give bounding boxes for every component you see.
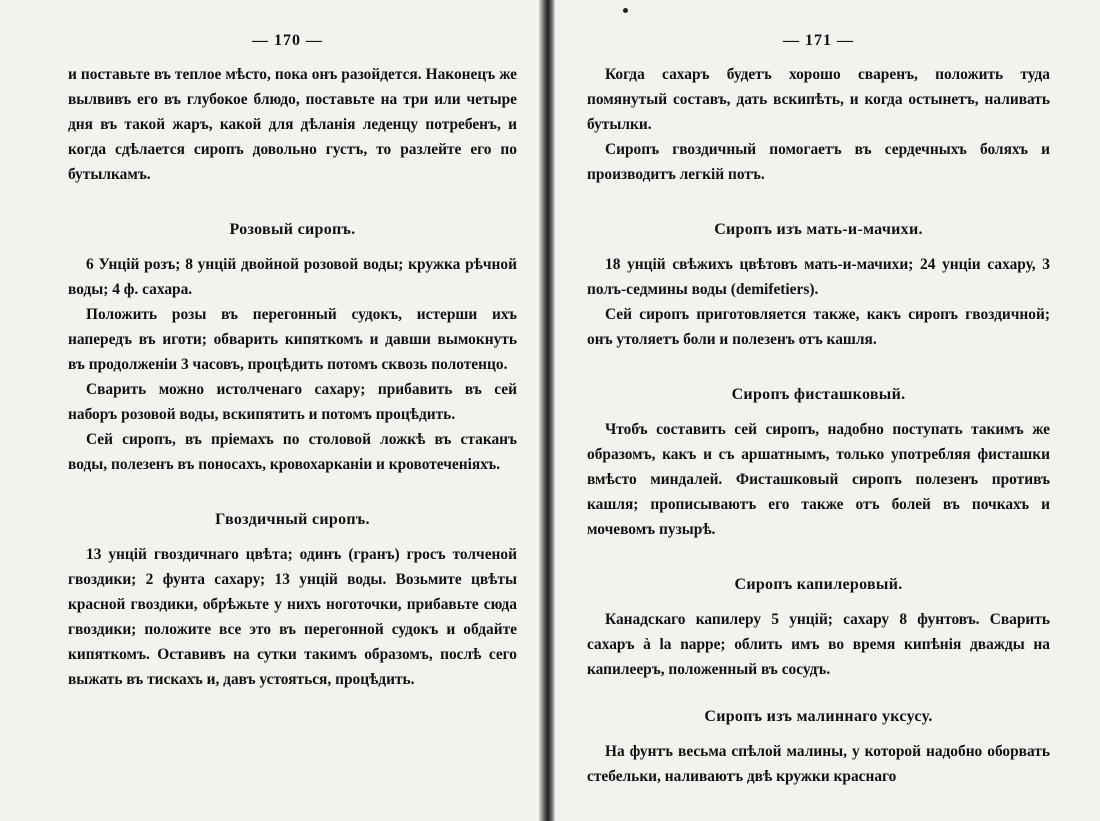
rose-syrup-step-2: Сварить можно истолченаго сахару; прибавить въ сей наборъ розовой воды, вскипятить и потомъ процѣдить.	[68, 381, 517, 423]
rose-syrup-step-1: Положить розы въ перегонный судокъ, истерши ихъ напередъ въ иготи; обварить кипяткомъ и давши вымокнуть въ продолженіи 3 часовъ, процѣдить потомъ сквозь полотенцо.	[68, 306, 517, 373]
heading-raspberry-vinegar-syrup: Сиропъ изъ малиннаго уксусу.	[704, 708, 933, 725]
capillaire-syrup-recipe: Канадскаго капилеру 5 унцій; сахару 8 фунтовъ. Сварить сахаръ à la nappe; облить имъ во время кипѣнія дважды на капилееръ, положенный въ сосудъ.	[587, 611, 1050, 678]
raspberry-vinegar-syrup-recipe: На фунтъ весьма спѣлой малины, у которой надобно оборвать стебельки, наливаютъ двѣ кружки краснаго	[587, 743, 1050, 785]
heading-capillaire-syrup: Сиропъ капилеровый.	[734, 576, 903, 593]
book-gutter	[539, 0, 555, 821]
page-number-left: — 170 —	[252, 32, 323, 49]
ink-speck	[623, 8, 628, 13]
left-page	[0, 0, 539, 821]
pistachio-syrup-recipe: Чтобъ составить сей сиропъ, надобно поступать такимъ же образомъ, какъ и съ аршатнымъ, только употребляя фисташки вмѣсто миндалей. Фисташковый сиропъ полезенъ противъ кашля; прописываютъ его также отъ болей въ почкахъ и мочевомъ пузырѣ.	[587, 421, 1050, 538]
heading-clove-syrup: Гвоздичный сиропъ.	[215, 511, 370, 528]
right-page	[555, 0, 1100, 821]
opening-paragraph-right-1: Когда сахаръ будетъ хорошо сваренъ, положить туда помянутый составъ, дать вскипѣть, и когда остынетъ, наливать бутылки.	[587, 66, 1050, 133]
clove-syrup-recipe: 13 унцій гвоздичнаго цвѣта; одинъ (гранъ) гросъ толченой гвоздики; 2 фунта сахару; 13 унцій воды. Возьмите цвѣты красной гвоздики, обрѣжьте у нихъ ноготочки, прибавьте сюда гвоздики; положите все это въ перегонной судокъ и обдайте кипяткомъ. Оставивъ на сутки такимъ образомъ, послѣ сего выжать въ тискахъ и, давъ устояться, процѣдить.	[68, 546, 517, 688]
heading-coltsfoot-syrup: Сиропъ изъ мать-и-мачихи.	[714, 221, 923, 238]
opening-paragraph-left: и поставьте въ теплое мѣсто, пока онъ разойдется. Наконецъ же вылвивъ его въ глубокое блюдо, поставьте на три или четыре дня въ такой жаръ, какой для дѣланія леденцу потребенъ, и когда сдѣлается сиропъ довольно густъ, то разлейте его по бутылкамъ.	[68, 66, 517, 183]
rose-syrup-ingredients: 6 Унцій розъ; 8 унцій двойной розовой воды; кружка рѣчной воды; 4 ф. сахара.	[68, 256, 517, 298]
page-number-right: — 171 —	[783, 32, 854, 49]
left-page-text	[68, 62, 517, 692]
coltsfoot-syrup-use: Сей сиропъ приготовляется также, какъ сиропъ гвоздичной; онъ утоляетъ боли и полезенъ отъ кашля.	[587, 306, 1050, 348]
opening-paragraph-right-2: Сиропъ гвоздичный помогаетъ въ сердечныхъ боляхъ и производитъ легкій потъ.	[587, 141, 1050, 183]
heading-pistachio-syrup: Сиропъ фисташковый.	[731, 386, 906, 403]
coltsfoot-syrup-ingredients: 18 унцій свѣжихъ цвѣтовъ мать-и-мачихи; 24 унціи сахару, 3 полъ-седмины воды (demifetiers).	[587, 256, 1050, 298]
rose-syrup-use: Сей сиропъ, въ пріемахъ по столовой ложкѣ въ стаканъ воды, полезенъ въ поносахъ, кровохарканіи и кровотеченіяхъ.	[68, 431, 517, 473]
heading-rose-syrup: Розовый сиропъ.	[229, 221, 356, 238]
right-page-text	[587, 62, 1050, 789]
